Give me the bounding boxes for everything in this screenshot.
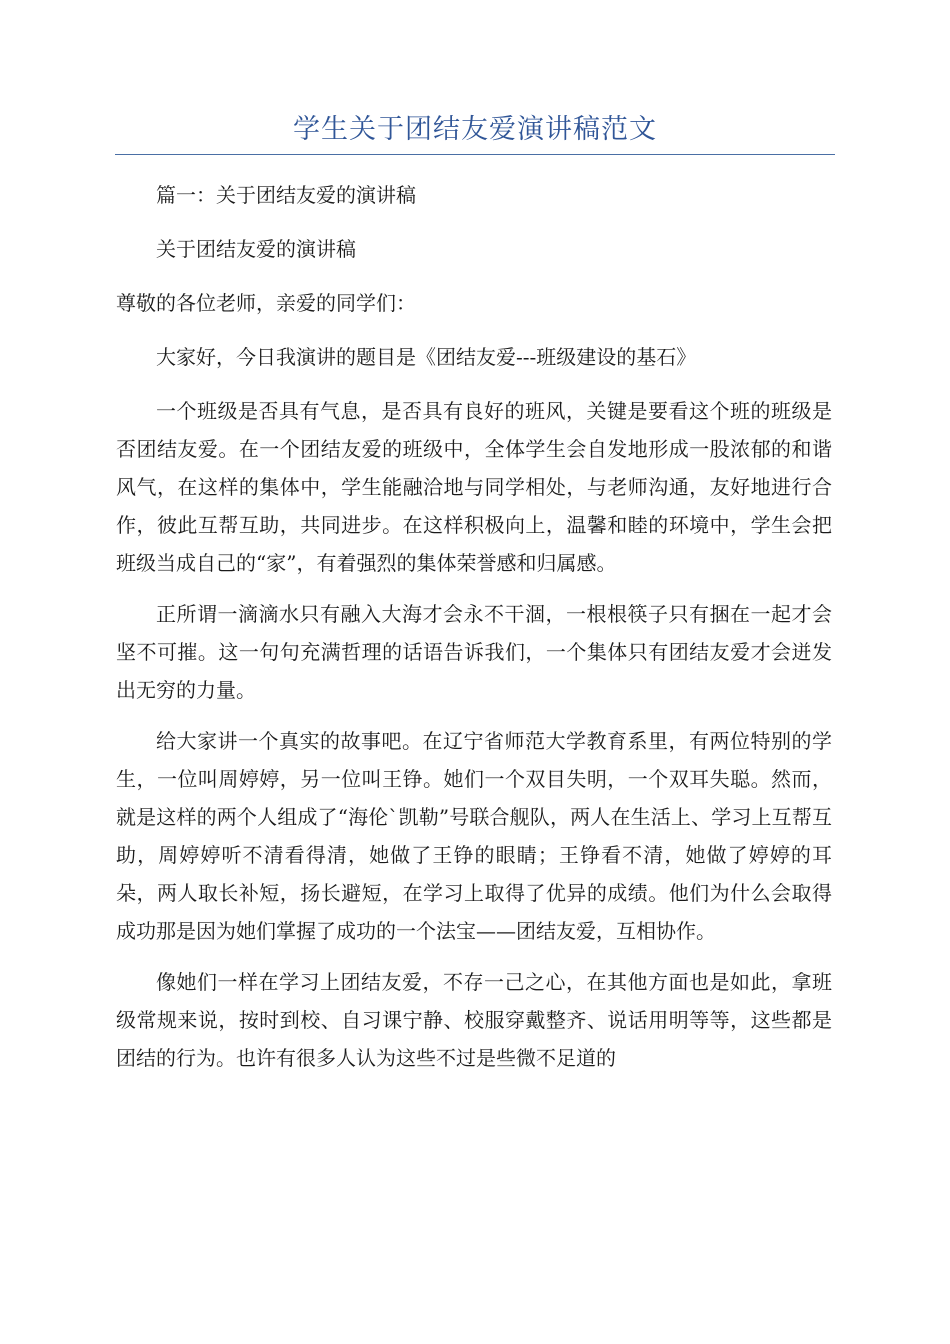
document-title: 学生关于团结友爱演讲稿范文 (293, 114, 657, 145)
paragraph-greeting: 大家好，今日我演讲的题目是《团结友爱---班级建设的基石》 (156, 345, 697, 369)
paragraph-body: 给大家讲一个真实的故事吧。在辽宁省师范大学教育系里，有两位特别的学生，一位叫周婷婷，另一位叫王铮。她们一个双目失明，一个双耳失聪。然而，就是这样的两个人组成了“海伦`凯勒”号联合舰队，两人在生活上、学习上互帮互助，周婷婷听不清看得清，她做了王铮的眼睛；王铮看不清，她做了婷婷的耳朵，两人取长补短，扬长避短，在学习上取得了优异的成绩。他们为什么会取得成功那是因为她们掌握了成功的一个法宝——团结友爱，互相协作。 (116, 729, 832, 943)
paragraph-section-heading: 篇一：关于团结友爱的演讲稿 (156, 183, 416, 207)
title-underline (115, 154, 835, 155)
paragraph-subheading: 关于团结友爱的演讲稿 (156, 237, 356, 261)
paragraph-body: 像她们一样在学习上团结友爱，不存一己之心，在其他方面也是如此，拿班级常规来说，按时到校、自习课宁静、校服穿戴整齐、说话用明等等，这些都是团结的行为。也许有很多人认为这些不过是些微不足道的 (116, 970, 832, 1070)
paragraph-body: 正所谓一滴滴水只有融入大海才会永不干涸，一根根筷子只有捆在一起才会坚不可摧。这一句句充满哲理的话语告诉我们，一个集体只有团结友爱才会迸发出无穷的力量。 (116, 602, 832, 702)
document-body (116, 176, 832, 1090)
paragraph-body: 一个班级是否具有气息，是否具有良好的班风，关键是要看这个班的班级是否团结友爱。在一个团结友爱的班级中，全体学生会自发地形成一股浓郁的和谐风气，在这样的集体中，学生能融洽地与同学相处，与老师沟通，友好地进行合作，彼此互帮互助，共同进步。在这样积极向上，温馨和睦的环境中，学生会把班级当成自己的“家”，有着强烈的集体荣誉感和归属感。 (116, 399, 832, 575)
paragraph-salutation: 尊敬的各位老师，亲爱的同学们： (116, 291, 416, 315)
